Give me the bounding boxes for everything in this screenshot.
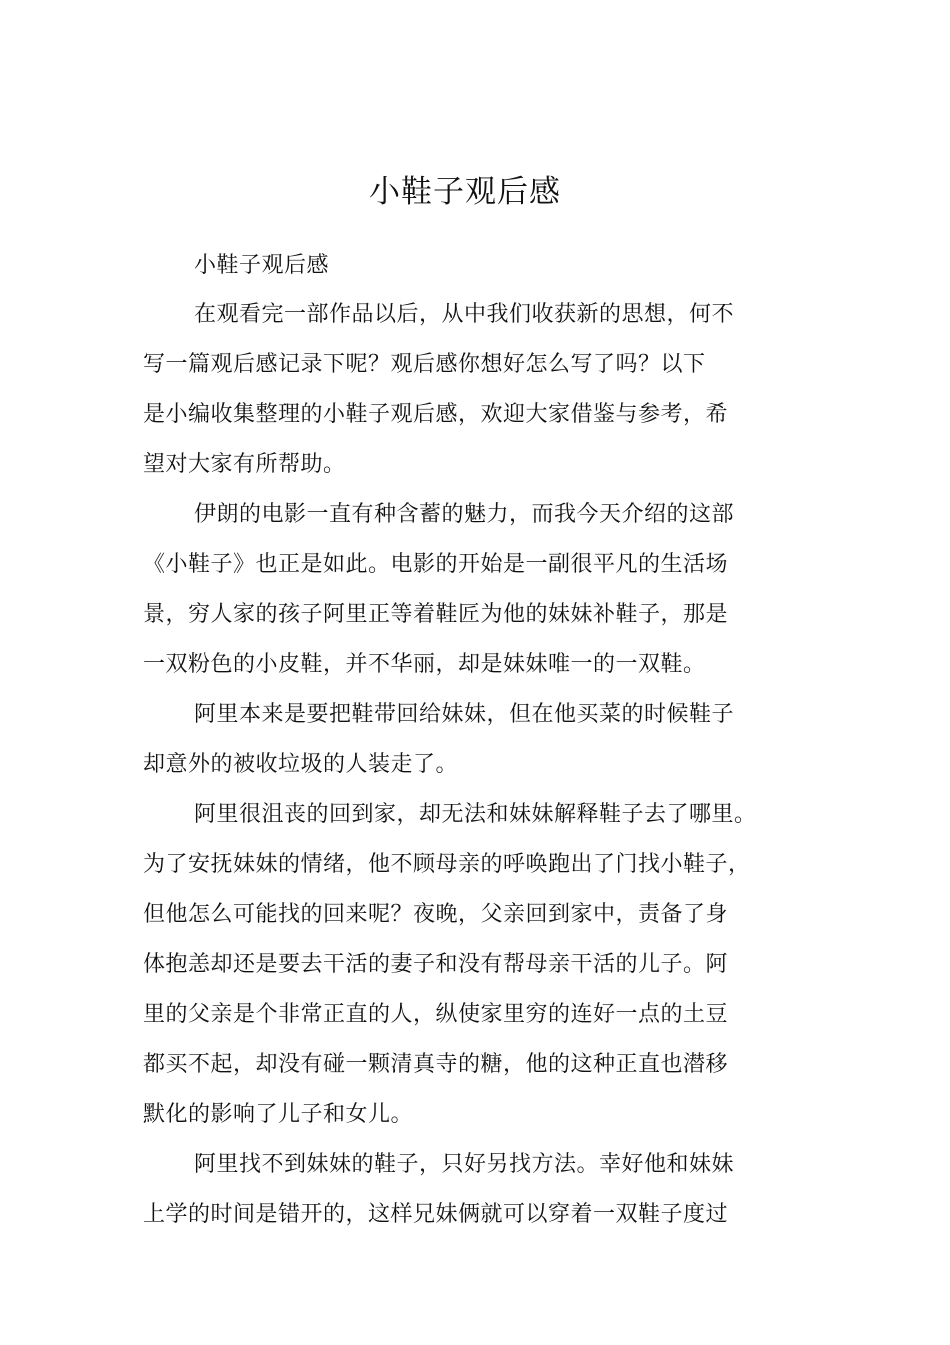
- page-title: 小鞋子观后感: [369, 174, 561, 210]
- body-line: 伊朗的电影一直有种含蓄的魅力，而我今天介绍的这部: [194, 502, 735, 527]
- body-line: 阿里很沮丧的回到家，却无法和妹妹解释鞋子去了哪里。: [194, 802, 757, 827]
- body-line: 但他怎么可能找的回来呢？夜晚，父亲回到家中，责备了身: [143, 902, 729, 927]
- body-line: 景，穷人家的孩子阿里正等着鞋匠为他的妹妹补鞋子，那是: [143, 602, 729, 627]
- body-line: 是小编收集整理的小鞋子观后感，欢迎大家借鉴与参考，希: [143, 402, 729, 427]
- body-line: 默化的影响了儿子和女儿。: [143, 1102, 414, 1127]
- body-line: 阿里找不到妹妹的鞋子，只好另找方法。幸好他和妹妹: [194, 1152, 735, 1177]
- body-line: 体抱恙却还是要去干活的妻子和没有帮母亲干活的儿子。阿: [143, 952, 729, 977]
- body-line: 望对大家有所帮助。: [143, 452, 346, 477]
- body-line: 写一篇观后感记录下呢？观后感你想好怎么写了吗？以下: [143, 352, 706, 377]
- body-line: 《小鞋子》也正是如此。电影的开始是一副很平凡的生活场: [143, 552, 729, 577]
- body-line: 阿里本来是要把鞋带回给妹妹，但在他买菜的时候鞋子: [194, 702, 735, 727]
- body-line: 在观看完一部作品以后，从中我们收获新的思想，何不: [194, 302, 735, 327]
- body-line: 却意外的被收垃圾的人装走了。: [143, 752, 459, 777]
- body-line: 都买不起，却没有碰一颗清真寺的糖，他的这种正直也潜移: [143, 1052, 729, 1077]
- body-line: 里的父亲是个非常正直的人，纵使家里穷的连好一点的土豆: [143, 1002, 729, 1027]
- body-line: 小鞋子观后感: [194, 253, 330, 278]
- body-line: 一双粉色的小皮鞋，并不华丽，却是妹妹唯一的一双鞋。: [143, 652, 706, 677]
- body-line: 上学的时间是错开的，这样兄妹俩就可以穿着一双鞋子度过: [143, 1202, 729, 1227]
- body-line: 为了安抚妹妹的情绪，他不顾母亲的呼唤跑出了门找小鞋子，: [143, 852, 751, 877]
